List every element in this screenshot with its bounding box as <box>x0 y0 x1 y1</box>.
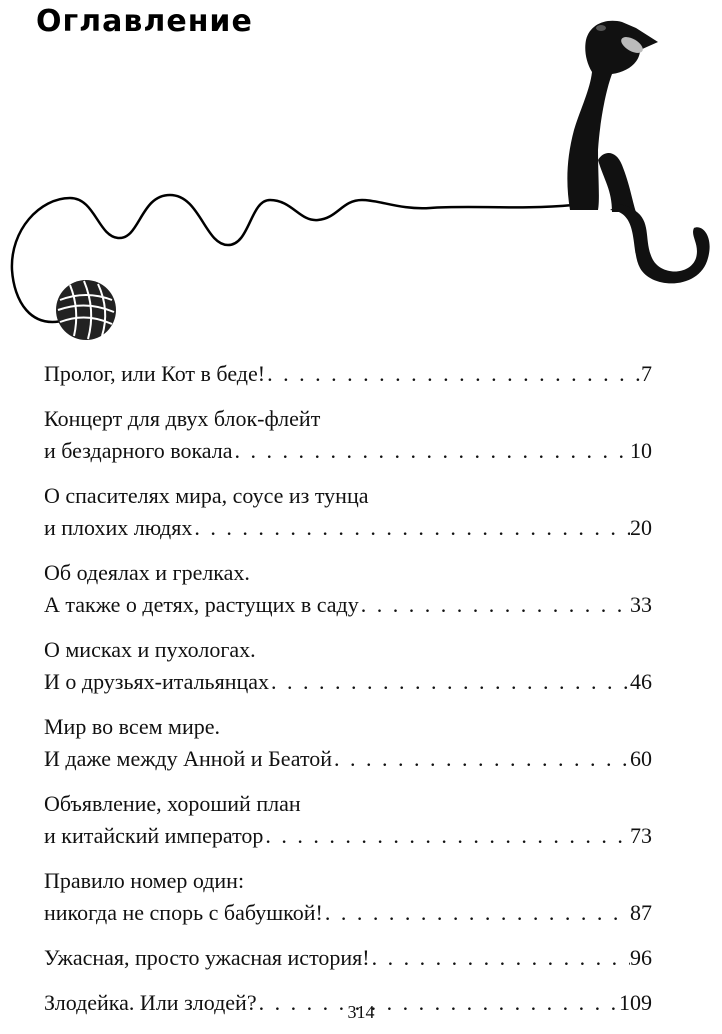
toc-page: 109 <box>619 990 652 1015</box>
toc-line: и китайский император . . . 73 <box>44 820 652 852</box>
toc-page: 87 <box>630 900 652 925</box>
black-cat-icon <box>567 21 709 284</box>
yarn-ball-icon <box>56 280 116 340</box>
table-of-contents <box>44 358 652 1032</box>
dot-leader <box>269 666 630 698</box>
toc-line: Концерт для двух блок-флейт <box>44 406 321 431</box>
toc-line: Злодейка. Или злодей? . . . 109 <box>44 987 652 1019</box>
toc-line: И о друзьях-итальянцах . . . 46 <box>44 666 652 698</box>
toc-line: О спасителях мира, соусе из тунца <box>44 483 369 508</box>
toc-page: 46 <box>630 669 652 694</box>
toc-line: Объявление, хороший план <box>44 791 301 816</box>
page-number: 314 <box>347 1002 375 1022</box>
toc-page: 73 <box>630 823 652 848</box>
toc-line: А также о детях, растущих в саду . . . 33 <box>44 589 652 621</box>
toc-line: Ужасная, просто ужасная история! . . . 96 <box>44 942 652 974</box>
toc-page: 33 <box>630 592 652 617</box>
toc-page: 96 <box>630 945 652 970</box>
dot-leader <box>233 435 630 467</box>
dot-leader <box>359 589 630 621</box>
toc-line: и бездарного вокала . . . 10 <box>44 435 652 467</box>
toc-entry[interactable] <box>44 557 652 621</box>
toc-entry[interactable] <box>44 942 652 974</box>
toc-line: никогда не спорь с бабушкой! . . . 87 <box>44 897 652 929</box>
cat-with-yarn-illustration <box>0 0 722 360</box>
dot-leader <box>370 942 630 974</box>
toc-page: 60 <box>630 746 652 771</box>
toc-line: И даже между Анной и Беатой . . . 60 <box>44 743 652 775</box>
toc-entry[interactable] <box>44 480 652 544</box>
toc-line: Правило номер один: <box>44 868 245 893</box>
toc-entry[interactable] <box>44 711 652 775</box>
toc-entry[interactable] <box>44 634 652 698</box>
toc-entry[interactable] <box>44 788 652 852</box>
toc-page: 20 <box>630 515 652 540</box>
toc-page: 7 <box>641 361 652 386</box>
toc-line: О мисках и пухологах. <box>44 637 256 662</box>
dot-leader <box>192 512 630 544</box>
dot-leader <box>323 897 630 929</box>
toc-line: и плохих людях . . . 20 <box>44 512 652 544</box>
toc-heading: Оглавление <box>36 4 253 39</box>
toc-line: Пролог, или Кот в беде! . . . 7 <box>44 358 652 390</box>
toc-line: Мир во всем мире. <box>44 714 221 739</box>
toc-entry[interactable] <box>44 865 652 929</box>
dot-leader <box>263 820 630 852</box>
toc-line: Об одеялах и грелках. <box>44 560 250 585</box>
toc-entry[interactable] <box>44 358 652 390</box>
dot-leader <box>332 743 630 775</box>
toc-entry[interactable] <box>44 403 652 467</box>
dot-leader <box>265 358 641 390</box>
toc-page: 10 <box>630 438 652 463</box>
